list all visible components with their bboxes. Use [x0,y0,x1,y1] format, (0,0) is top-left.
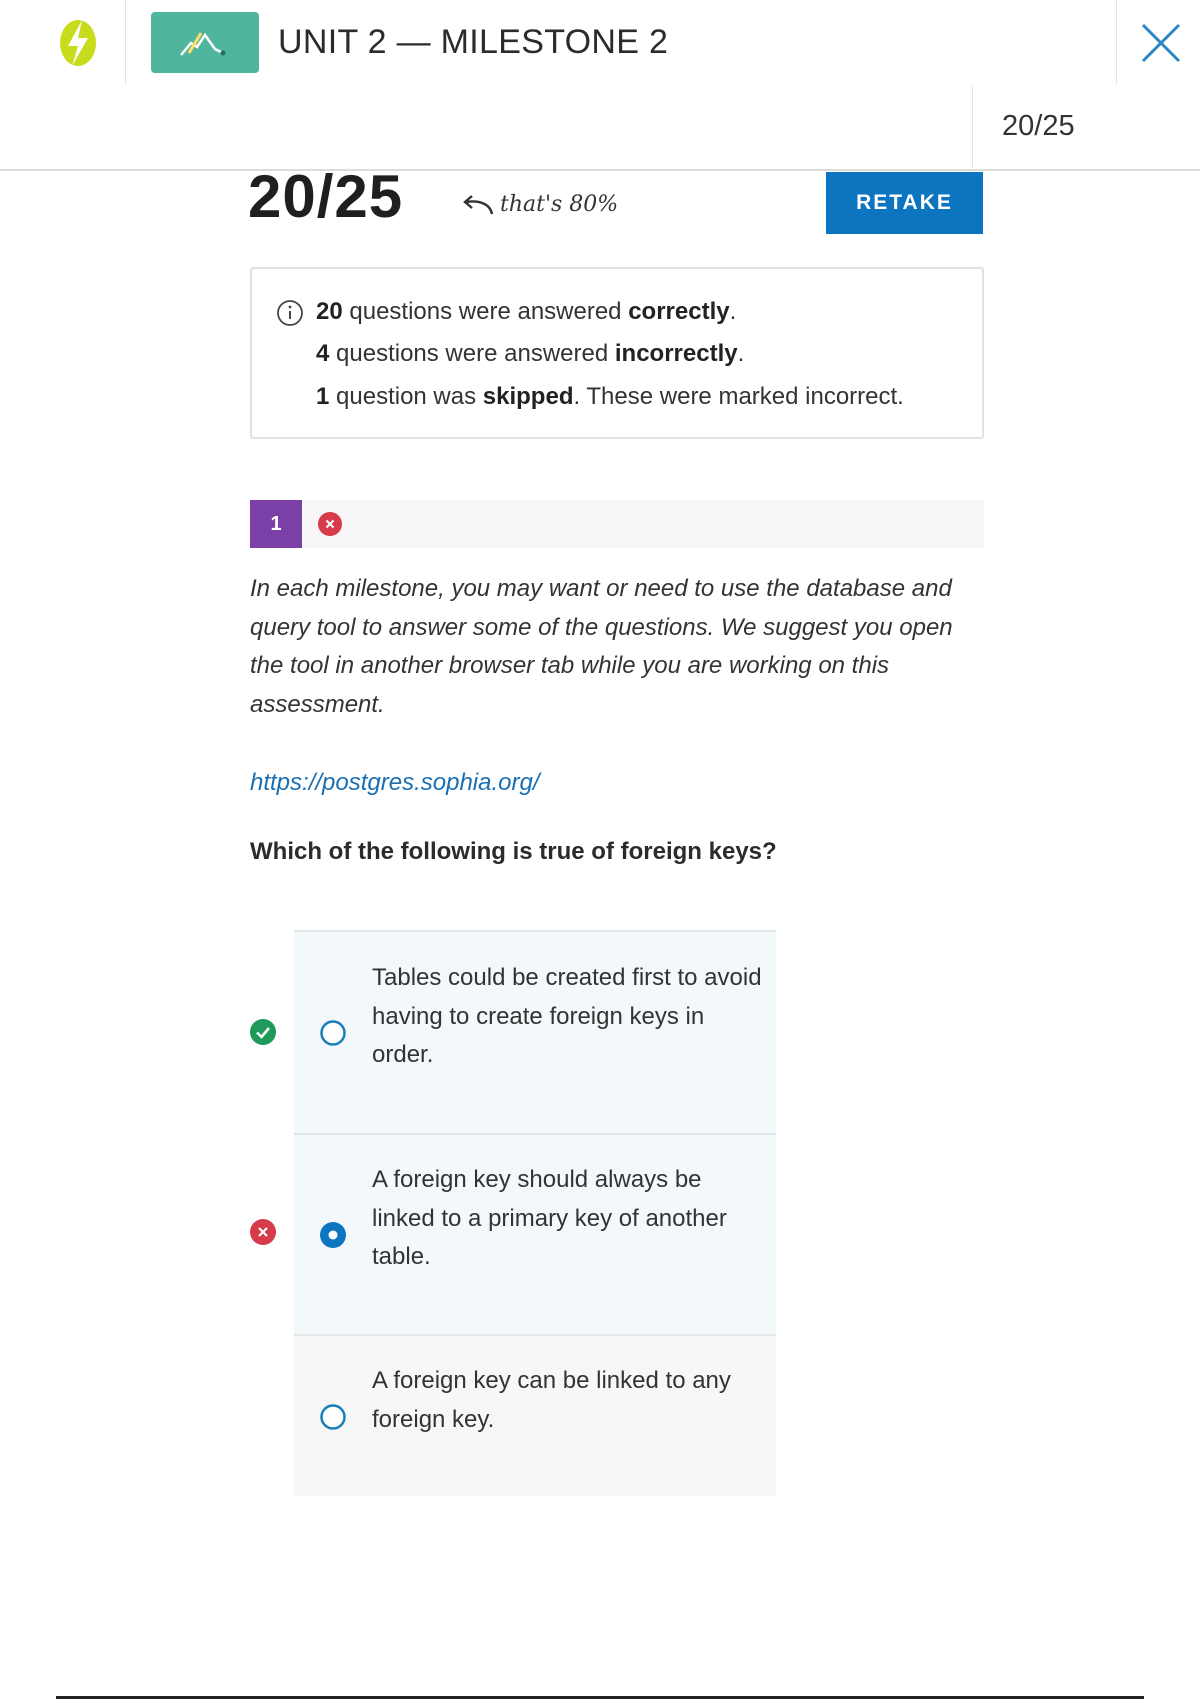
correct-check-icon [250,1019,276,1045]
milestone-thumbnail [151,12,259,73]
curved-arrow-left-icon [460,192,494,218]
score-heading: 20/25 [248,163,404,230]
results-summary-box [250,267,984,439]
bottom-divider [56,1696,1144,1699]
question-number-badge[interactable]: 1 [250,500,302,548]
answer-option-b[interactable] [294,1133,776,1334]
query-tool-link[interactable]: https://postgres.sophia.org/ [250,769,540,796]
incorrect-icon [318,512,342,536]
sophia-logo-icon[interactable] [56,16,100,70]
incorrect-icon [250,1219,276,1245]
question-prompt: Which of the following is true of foreign keys? [250,838,777,865]
header-divider [125,0,126,84]
answer-option-a[interactable] [294,930,776,1133]
unit-title: UNIT 2 — MILESTONE 2 [278,23,669,61]
chart-line-icon [175,25,235,61]
retake-button[interactable]: RETAKE [826,172,983,234]
summary-correct-line: 20 questions were answered correctly. [316,298,737,325]
question-status-bar [302,500,984,548]
info-icon [276,299,304,327]
score-percent-note [460,190,618,220]
score-percent-text: that's 80% [500,192,619,217]
answer-option-text: A foreign key should always be linked to a primary key of another table. [372,1166,727,1270]
close-icon[interactable] [1138,20,1184,66]
score-summary-small: 20/25 [1002,110,1075,142]
subbar-divider [972,86,973,170]
summary-skipped-line: 1 question was skipped. These were marked incorrect. [316,383,904,410]
radio-unselected-icon[interactable] [319,1403,347,1431]
header-divider [1116,0,1117,84]
answer-option-c[interactable] [294,1334,776,1496]
summary-incorrect-line: 4 questions were answered incorrectly. [316,340,745,367]
top-header [0,0,1200,86]
radio-selected-icon[interactable] [319,1221,347,1249]
answer-option-text: Tables could be created first to avoid having to create foreign keys in order. [372,964,762,1068]
question-intro: In each milestone, you may want or need to use the database and query tool to answer some of the questions. We suggest you open the tool in another browser tab while you are working on this assessment. [250,575,953,718]
answer-option-text: A foreign key can be linked to any foreign key. [372,1367,731,1433]
radio-unselected-icon[interactable] [319,1019,347,1047]
subbar-border [0,169,1200,171]
